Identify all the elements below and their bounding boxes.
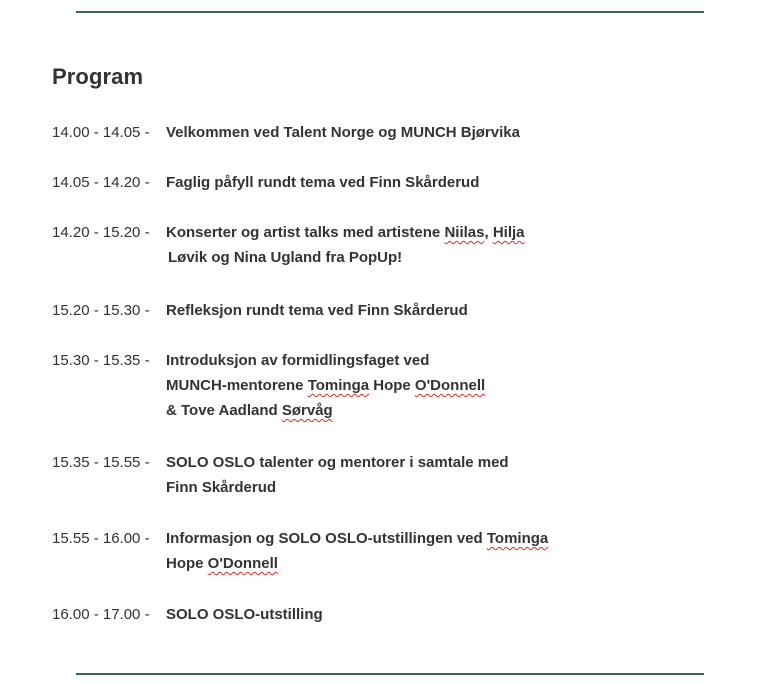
program-time: 15.20 - 15.30 - — [52, 302, 154, 319]
program-description-line: Introduksjon av formidlingsfaget ved — [166, 352, 430, 369]
program-description-line: Faglig påfyll rundt tema ved Finn Skårderud — [166, 174, 480, 191]
program-time: 14.20 - 15.20 - — [52, 224, 154, 241]
program-description-line: MUNCH-mentorene Tominga Hope O'Donnell — [166, 377, 486, 394]
spellcheck-word: Hilja — [492, 224, 525, 241]
program-description-line: Løvik og Nina Ugland fra PopUp! — [168, 249, 403, 266]
spellcheck-word: Sørvåg — [281, 402, 333, 419]
program-description-line: Informasjon og SOLO OSLO-utstillingen ved Tominga — [166, 530, 549, 547]
program-description — [166, 348, 485, 423]
program-time: 14.00 - 14.05 - — [52, 124, 154, 141]
program-item-1405 — [52, 170, 479, 195]
program-item-1555 — [52, 526, 548, 576]
program-description-line: Konserter og artist talks med artistene Niilas, Hilja — [166, 224, 525, 241]
program-description — [166, 450, 509, 500]
program-description-line: SOLO OSLO-utstilling — [166, 606, 323, 623]
program-item-1600 — [52, 602, 323, 627]
program-time: 14.05 - 14.20 - — [52, 174, 154, 191]
program-item-1535 — [52, 450, 509, 500]
program-time: 16.00 - 17.00 - — [52, 606, 154, 623]
program-item-1420 — [52, 220, 525, 270]
spellcheck-word: Tominga — [486, 530, 549, 547]
spellcheck-word: Tominga — [307, 377, 370, 394]
program-description — [166, 170, 479, 195]
program-time: 15.55 - 16.00 - — [52, 530, 154, 547]
spellcheck-word: O'Donnell — [414, 377, 486, 394]
spellcheck-word: O'Donnell — [207, 555, 278, 572]
program-description-line: Refleksjon rundt tema ved Finn Skårderud — [166, 302, 468, 319]
top-divider — [76, 11, 704, 13]
program-time: 15.35 - 15.55 - — [52, 454, 154, 471]
page-title: Program — [52, 64, 144, 89]
program-description-line: Finn Skårderud — [166, 479, 277, 496]
program-description-line: Hope O'Donnell — [166, 555, 278, 572]
program-description — [166, 220, 525, 270]
spellcheck-word: Niilas — [444, 224, 485, 241]
program-description-line: SOLO OSLO talenter og mentorer i samtale med — [166, 454, 509, 471]
program-item-1520 — [52, 298, 468, 323]
program-description — [166, 120, 520, 145]
program-description-line: & Tove Aadland Sørvåg — [166, 402, 333, 419]
program-description — [166, 602, 323, 627]
program-item-1530 — [52, 348, 485, 423]
program-description — [166, 526, 548, 576]
program-description-line: Velkommen ved Talent Norge og MUNCH Bjørvika — [166, 124, 520, 141]
program-time: 15.30 - 15.35 - — [52, 352, 154, 369]
program-description — [166, 298, 468, 323]
program-item-1400 — [52, 120, 520, 145]
bottom-divider — [76, 673, 704, 675]
